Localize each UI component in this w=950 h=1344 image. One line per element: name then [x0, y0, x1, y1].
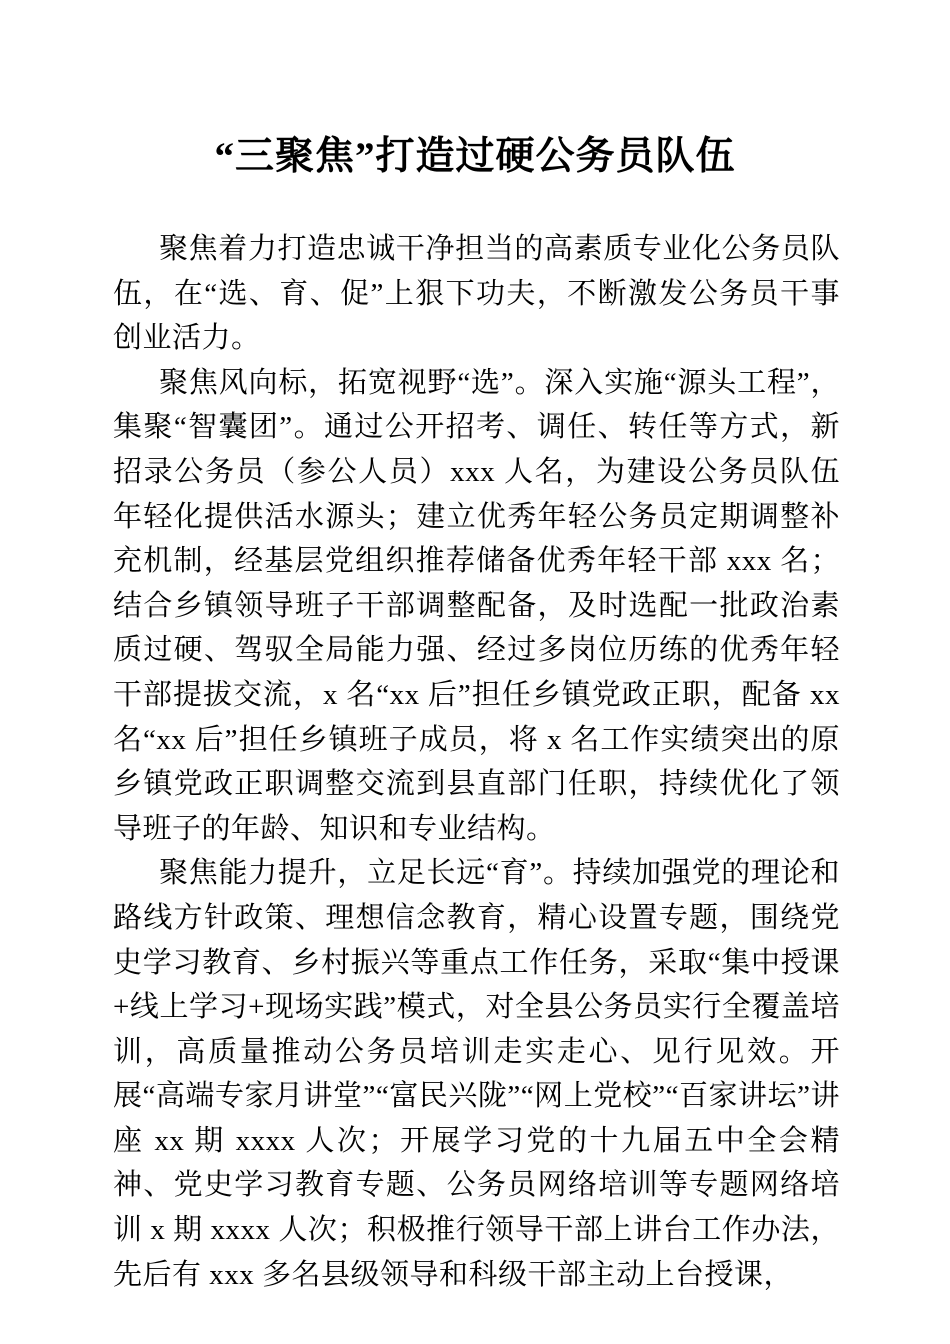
document-title: “三聚焦”打造过硬公务员队伍 [214, 135, 736, 178]
paragraph: 聚焦风向标，拓宽视野“选”。深入实施“源头工程”，集聚“智囊团”。通过公开招考、调任、转任等方式，新招录公务员（参公人员）xxx 人名，为建设公务员队伍年轻化提供活水源头；建立优秀年轻公务员定期调整补充机制，经基层党组织推荐储备优秀年轻干部 xxx 名；结合乡镇领导班子干部调整配备，及时选配一批政治素质过硬、驾驭全局能力强、经过多岗位历练的优秀年轻干部提拔交流，x 名“xx 后”担任乡镇党政正职，配备 xx 名“xx 后”担任乡镇班子成员，将 x 名工作实绩突出的原乡镇党政正职调整交流到县直部门任职，持续优化了领导班子的年龄、知识和专业结构。 [113, 366, 840, 845]
document-body [113, 227, 840, 1297]
paragraph: 聚焦能力提升，立足长远“育”。持续加强党的理论和路线方针政策、理想信念教育，精心设置专题，围绕党史学习教育、乡村振兴等重点工作任务，采取“集中授课+线上学习+现场实践”模式，对全县公务员实行全覆盖培训，高质量推动公务员培训走实走心、见行见效。开展“高端专家月讲堂”“富民兴陇”“网上党校”“百家讲坛”讲座 xx 期 xxxx 人次；开展学习党的十九届五中全会精神、党史学习教育专题、公务员网络培训等专题网络培训 x 期 xxxx 人次；积极推行领导干部上讲台工作办法，先后有 xxx 多名县级领导和科级干部主动上台授课， [113, 857, 840, 1291]
paragraph: 聚焦着力打造忠诚干净担当的高素质专业化公务员队伍，在“选、育、促”上狠下功夫，不断激发公务员干事创业活力。 [113, 233, 840, 355]
